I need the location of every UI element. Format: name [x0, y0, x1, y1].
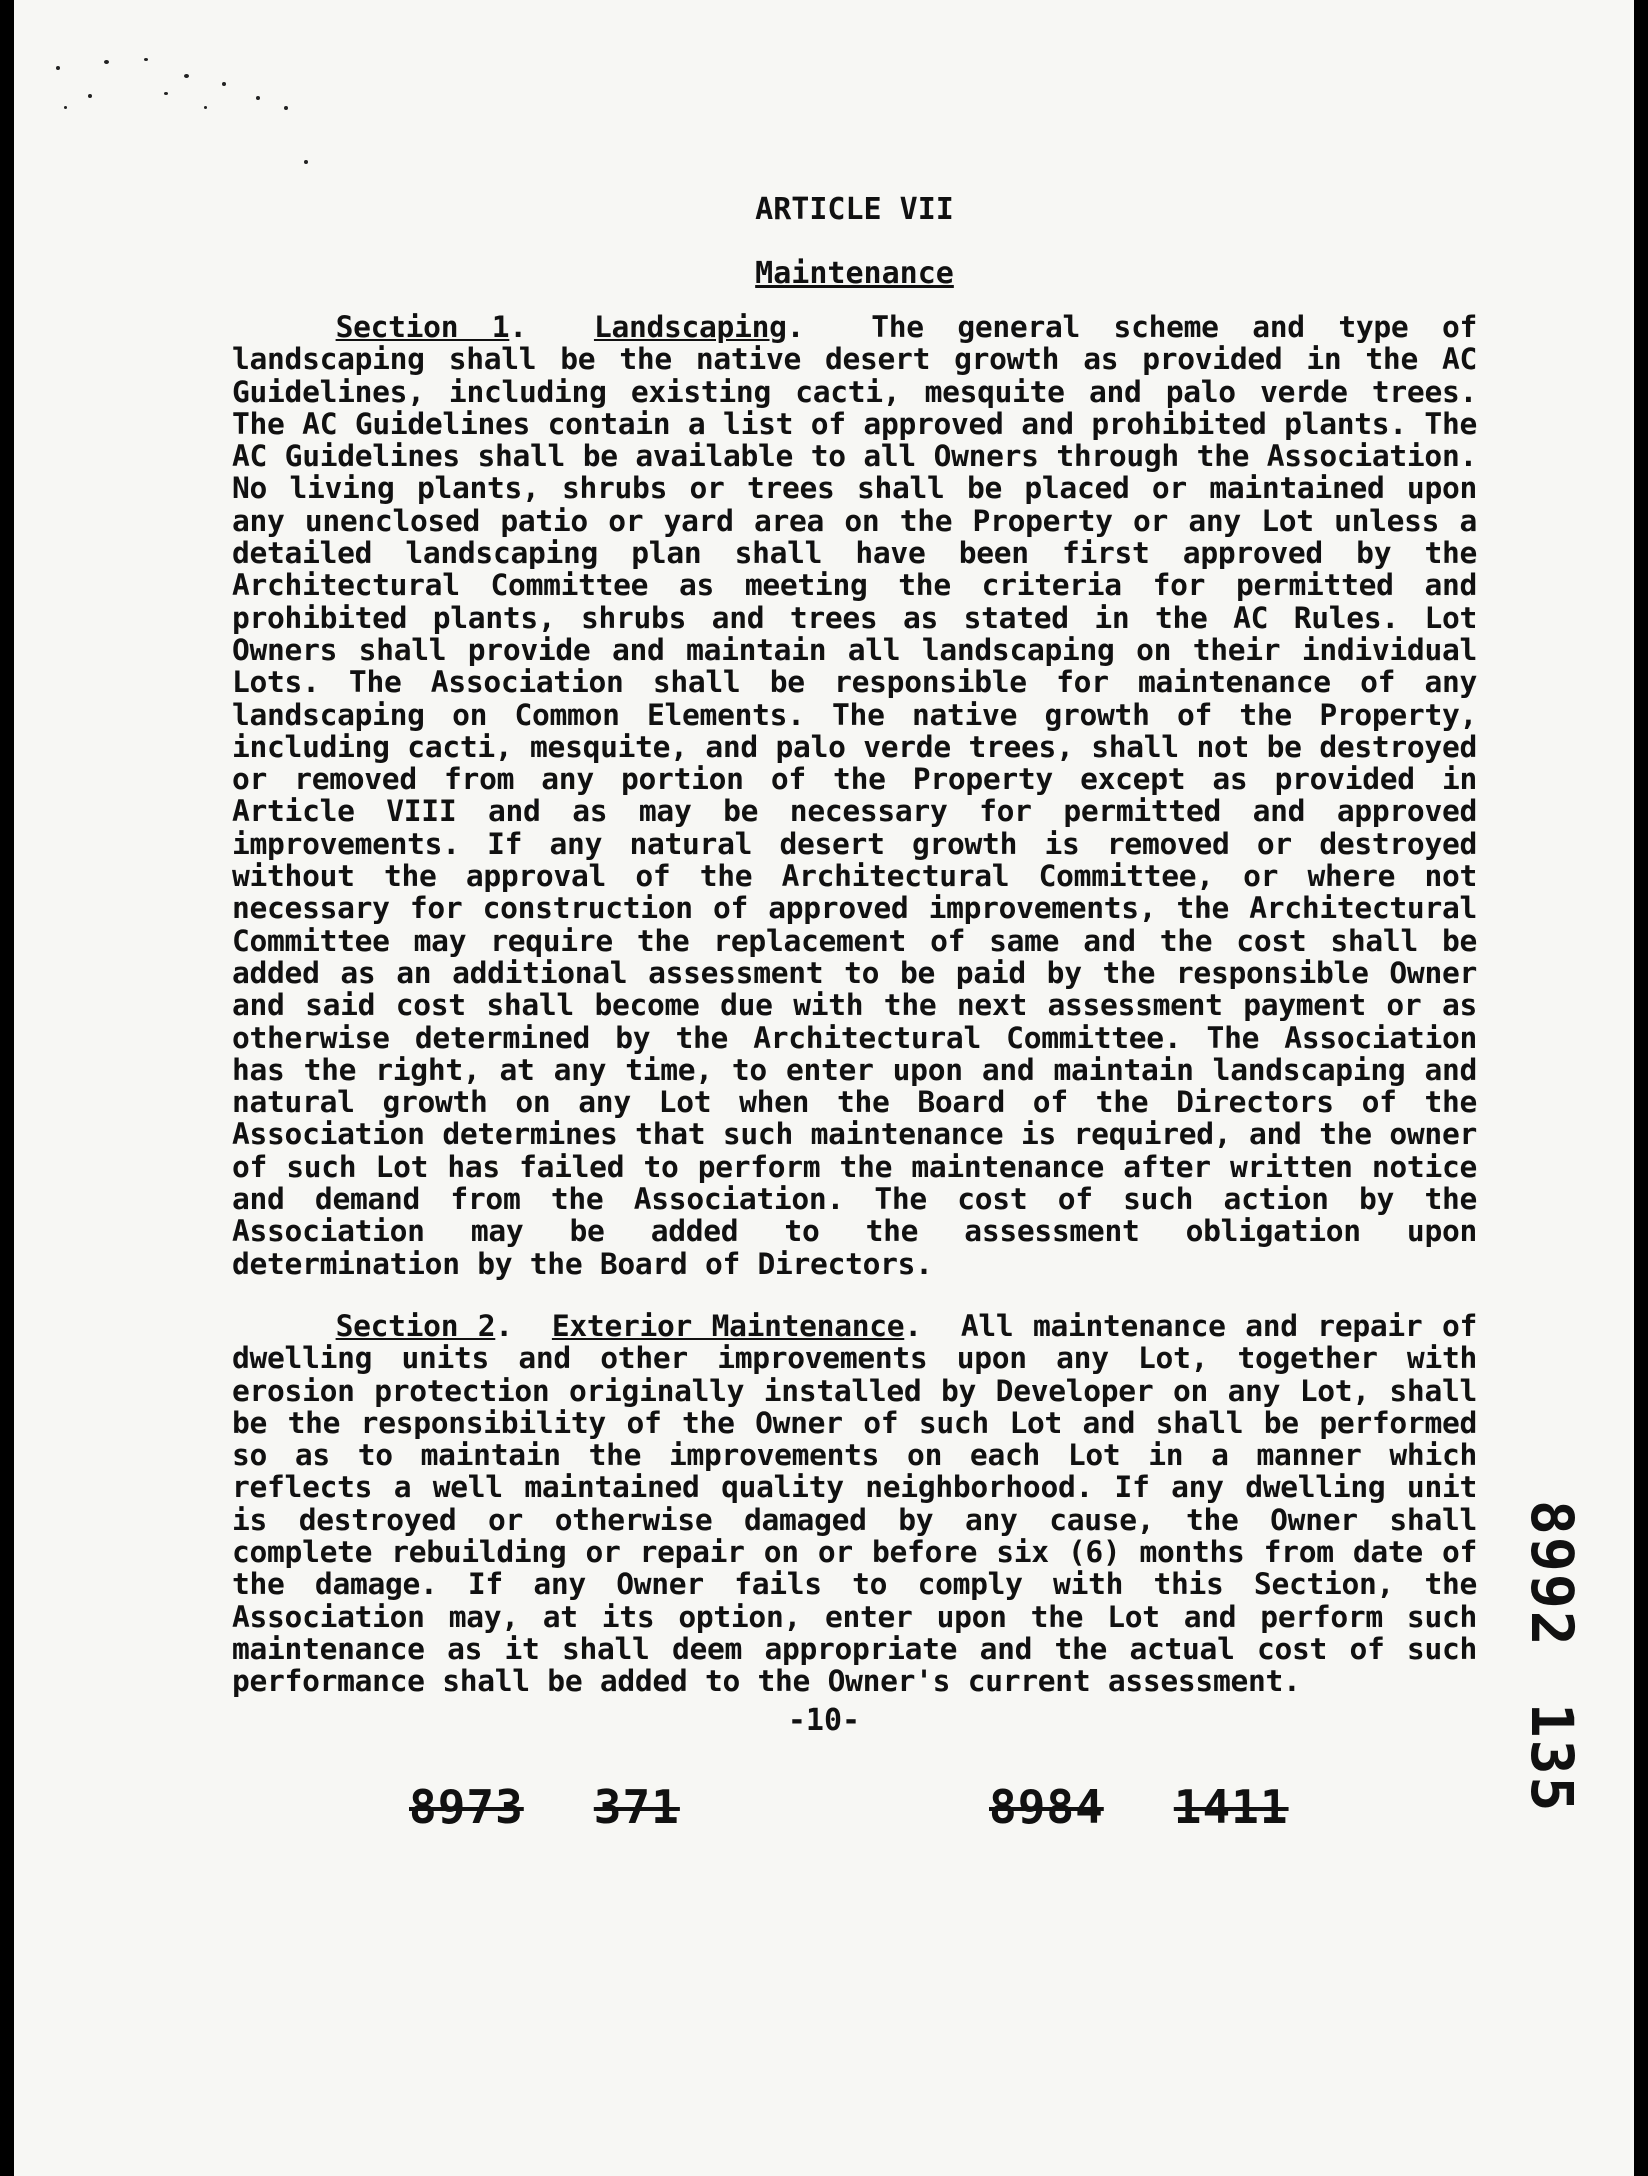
side-stamp-text	[1518, 1500, 1586, 1868]
bates-right-number: 8984	[989, 1780, 1104, 1834]
document-body	[232, 192, 1477, 1699]
page-number: -10-	[787, 1703, 861, 1738]
section-2-label: Section 2	[335, 1308, 496, 1343]
bates-left-number: 8973	[409, 1780, 524, 1834]
side-stamp-page: 135	[1518, 1702, 1586, 1814]
scan-specks	[44, 56, 344, 176]
article-subtitle: Maintenance	[755, 256, 954, 291]
section-2-title: Exterior Maintenance	[551, 1308, 905, 1343]
bates-stamp-right	[989, 1780, 1359, 1834]
section-2-body: All maintenance and repair of dwelling units and other improvements upon any Lot, together with erosion protection originally installed by Developer on any Lot, shall be the responsibility of the Owner of such Lot and shall be performed so as to maintain the improvements on each Lot in a manner which reflects a well maintained quality neighborhood. If any dwelling unit is destroyed or otherwise damaged by any cause, the Owner shall complete rebuilding or repair on or before six (6) months from date of the damage. If any Owner fails to comply with this Section, the Association may, at its option, enter upon the Lot and perform such maintenance as it shall deem appropriate and the actual cost of such performance shall be added to the Owner's current assessment.	[232, 1308, 1477, 1699]
bates-stamp-left	[409, 1780, 750, 1834]
section-2: Section 2. Exterior Maintenance. All maintenance and repair of dwelling units and other improvements upon any Lot, together with erosion protection originally installed by Developer on any Lot, shall be the responsibility of the Owner of such Lot and shall be performed so as to maintain the improvements on each Lot in a manner which reflects a well maintained quality neighborhood. If any dwelling unit is destroyed or otherwise damaged by any cause, the Owner shall complete rebuilding or repair on or before six (6) months from date of the damage. If any Owner fails to comply with this Section, the Association may, at its option, enter upon the Lot and perform such maintenance as it shall deem appropriate and the actual cost of such performance shall be added to the Owner's current assessment.	[232, 1308, 1477, 1699]
bates-right-page: 1411	[1173, 1780, 1289, 1834]
document-page	[14, 0, 1634, 2176]
section-1-title: Landscaping	[593, 310, 787, 344]
side-stamp-number: 8992	[1518, 1500, 1586, 1648]
side-stamp	[1507, 1500, 1597, 2100]
section-1-body: The general scheme and type of landscaping shall be the native desert growth as provided in the AC Guidelines, including existing cacti, mesquite and palo verde trees. The AC Guidelines contain a list of approved and prohibited plants. The AC Guidelines shall be available to all Owners through the Association. No living plants, shrubs or trees shall be placed or maintained upon any unenclosed patio or yard area on the Property or any Lot unless a detailed landscaping plan shall have been first approved by the Architectural Committee as meeting the criteria for permitted and prohibited plants, shrubs and trees as stated in the AC Rules. Lot Owners shall provide and maintain all landscaping on their individual Lots. The Association shall be responsible for maintenance of any landscaping on Common Elements. The native growth of the Property, including cacti, mesquite, and palo verde trees, shall not be destroyed or removed from any portion of the Property except as provided in Article VIII and as may be necessary for permitted and approved improvements. If any natural desert growth is removed or destroyed without the approval of the Architectural Committee, or where not necessary for construction of approved improvements, the Architectural Committee may require the replacement of same and the cost shall be added as an additional assessment to be paid by the responsible Owner and said cost shall become due with the next assessment payment or as otherwise determined by the Architectural Committee. The Association has the right, at any time, to enter upon and maintain landscaping and natural growth on any Lot when the Board of the Directors of the Association determines that such maintenance is required, and the owner of such Lot has failed to perform the maintenance after written notice and demand from the Association. The cost of such action by the Association may be added to the assessment obligation upon determination by the Board of Directors.	[232, 310, 1477, 1281]
section-1: Section 1. Landscaping. The general scheme and type of landscaping shall be the native desert growth as provided in the AC Guidelines, including existing cacti, mesquite and palo verde trees. The AC Guidelines contain a list of approved and prohibited plants. The AC Guidelines shall be available to all Owners through the Association. No living plants, shrubs or trees shall be placed or maintained upon any unenclosed patio or yard area on the Property or any Lot unless a detailed landscaping plan shall have been first approved by the Architectural Committee as meeting the criteria for permitted and prohibited plants, shrubs and trees as stated in the AC Rules. Lot Owners shall provide and maintain all landscaping on their individual Lots. The Association shall be responsible for maintenance of any landscaping on Common Elements. The native growth of the Property, including cacti, mesquite, and palo verde trees, shall not be destroyed or removed from any portion of the Property except as provided in Article VIII and as may be necessary for permitted and approved improvements. If any natural desert growth is removed or destroyed without the approval of the Architectural Committee, or where not necessary for construction of approved improvements, the Architectural Committee may require the replacement of same and the cost shall be added as an additional assessment to be paid by the responsible Owner and said cost shall become due with the next assessment payment or as otherwise determined by the Architectural Committee. The Association has the right, at any time, to enter upon and maintain landscaping and natural growth on any Lot when the Board of the Directors of the Association determines that such maintenance is required, and the owner of such Lot has failed to perform the maintenance after written notice and demand from the Association. The cost of such action by the Association may be added to the assessment obligation upon determination by the Board of Directors.	[232, 310, 1477, 1281]
bates-left-page: 371	[593, 1780, 680, 1834]
article-title: ARTICLE VII	[755, 192, 954, 227]
section-1-label: Section 1	[335, 310, 510, 344]
